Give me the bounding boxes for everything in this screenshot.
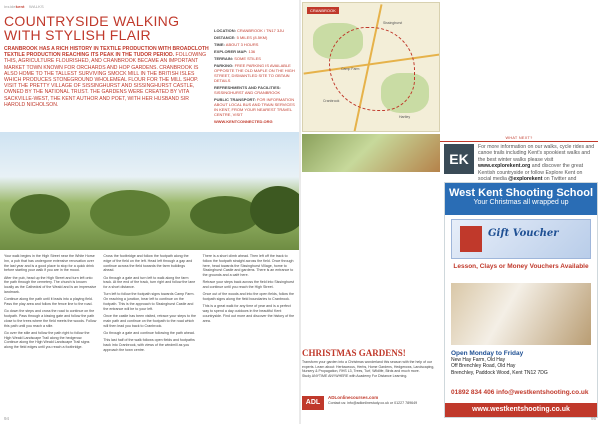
masthead bbox=[4, 4, 44, 9]
page-number-right: 95 bbox=[590, 416, 596, 421]
xmas-ad-title: CHRISTMAS GARDENS! bbox=[302, 348, 406, 358]
info-explorer-map: EXPLORER MAP: 136 bbox=[214, 49, 256, 54]
article-title: COUNTRYSIDE WALKING WITH STYLISH FLAIR bbox=[4, 13, 180, 43]
ad-lessons: Lesson, Clays or Money Vouchers Available bbox=[453, 263, 589, 270]
countryside-photo bbox=[302, 134, 440, 172]
paragraph: Go through a gate and turn left to walk along the farm track. At the end of the track, turn right and follow the lane for a short distance. bbox=[103, 275, 196, 290]
right-page bbox=[300, 0, 600, 424]
paragraph: There is a short climb ahead. Then left off the track to follow the footpath straight across the field. Once through here, head towards the Sissinghurst Village, home to Sissinghurst Castle and gardens. There is an entrance to the grounds and a café here. bbox=[202, 254, 294, 278]
explore-kent-link[interactable]: www.explorekent.org bbox=[478, 163, 531, 170]
paragraph: Once the castle has been visited, retrace your steps to the main path and continue on the footpath to the road which will then lead you back to Cranbrook. bbox=[103, 313, 197, 328]
map-badge: CRANBROOK bbox=[307, 7, 339, 14]
ad-title: West Kent Shooting School bbox=[448, 187, 593, 199]
body-column-1 bbox=[4, 254, 97, 355]
info-transport: PUBLIC TRANSPORT: FOR INFORMATION ABOUT LOCAL BUS AND TRAIN SERVICES IN KENT, FROM YOUR NEAREST TRAVEL CENTRE, VISIT bbox=[214, 97, 295, 117]
article-body bbox=[4, 254, 296, 355]
intro-lead: CRANBROOK HAS A RICH HISTORY IN TEXTILE PRODUCTION WITH BROADCLOTH TEXTILE PRODUCTION REACHING ITS PEAK IN THE TUDOR PERIOD. bbox=[4, 46, 209, 59]
adl-contact: ADLonlinecourses.com Contact us: info@adlonlinestudy.co.uk or 01227 789649 bbox=[328, 396, 440, 405]
paragraph: Continue along the path until it leads into a playing field. Pass the play area and follow the fence line to the road. bbox=[4, 297, 93, 306]
adl-logo: ADL bbox=[302, 396, 324, 410]
info-refreshments: REFRESHMENTS AND FACILITIES: SISSINGHURST AND CRANBROOK bbox=[214, 85, 281, 95]
body-column-3 bbox=[203, 254, 296, 355]
ad-phone[interactable]: 01892 834 406 info@westkentshooting.co.uk bbox=[451, 389, 589, 396]
map-label: Camp Farm bbox=[341, 67, 360, 71]
tree-shape bbox=[190, 196, 260, 234]
paragraph: Cross the footbridge and follow the footpath along the edge of the field on the left. Head left through a gap and continue across the field towards the farm buildings ahead. bbox=[103, 254, 193, 273]
tree-shape bbox=[250, 186, 300, 234]
info-time: TIME: ABOUT 3 HOURS bbox=[214, 42, 259, 47]
article-intro bbox=[4, 46, 210, 108]
adl-website[interactable]: ADLonlinecourses.com bbox=[328, 395, 379, 400]
map-label: Sissinghurst bbox=[383, 21, 403, 25]
ad-website[interactable]: www.westkentshooting.co.uk bbox=[445, 403, 597, 417]
paragraph: This last half of the walk follows open fields and footpaths back into Cranbrook, with views of the windmill as you approach the town centre. bbox=[103, 337, 195, 352]
page-number-left: 94 bbox=[4, 416, 10, 421]
ad-header bbox=[445, 183, 597, 215]
info-url[interactable]: WWW.KENTCONNECTED.ORG bbox=[214, 119, 273, 124]
info-parking: PARKING: FREE PARKING IS AVAILABLE OPPOSITE THE OLD MAPLE ON THE HIGH STREET, DISMANTLED SITE TO OBTAIN DETAILS bbox=[214, 63, 295, 83]
xmas-ad-text: Transform your garden into a Christmas wonderland this season with the help of our experts. Learn about: Herbaceous, Herbs, Home Gardens, Hedgerows, Landscaping, Nursery & Propagation, RHS L3, Trees, Turf, Wildlife, Birds and much more. Study ANYTIME ANYWHERE with Academy For Distance Learning. bbox=[302, 360, 435, 378]
walk-infobox bbox=[214, 28, 298, 126]
tree-shape bbox=[10, 194, 70, 234]
gift-voucher-graphic bbox=[451, 219, 591, 259]
shooting-school-ad bbox=[444, 182, 598, 418]
gift-voucher-label: Gift Voucher bbox=[488, 228, 559, 239]
paragraph: Turn left to follow the footpath signs towards Camp Farm. On reaching a junction, bear left to continue on the footpath. This is the approach to Sissinghurst Castle and the entrance will be to your left. bbox=[103, 292, 195, 311]
paragraph: This is a great walk for any time of year and is a perfect way to spend a day outdoors in the beautiful Kent countryside. Find out more and discover the history of the area. bbox=[202, 304, 295, 323]
gift-ribbon-icon bbox=[460, 226, 482, 252]
paragraph: Once out of the woods and into the open fields, follow the footpath signs along the field boundaries to Cranbrook. bbox=[202, 292, 294, 302]
paragraph: Retrace your steps back across the field into Sissinghurst and continue until you reach the High Street. bbox=[202, 280, 294, 290]
paragraph: Your walk begins in the High Street near the White Horse Inn, a pub that has undergone extensive renovation over the last year and is a good place to stop for a quick drink before starting your walk if you are in the mood. bbox=[4, 254, 95, 273]
what-next-label: WHAT NEXT? bbox=[440, 136, 598, 142]
paragraph: Go over the stile and follow the path right to follow the High Weald Landscape Trail along the hedgerow. Continue along the High Weald Landscape Trail signs along the field edges until you reach a footbridge. bbox=[4, 330, 90, 350]
info-distance: DISTANCE: 5 MILES (8.5KM) bbox=[214, 35, 268, 40]
masthead-section: WALKS bbox=[29, 4, 44, 9]
explore-kent-handle[interactable]: @explorekent bbox=[508, 176, 543, 183]
ad-subtitle: Your Christmas all wrapped up bbox=[473, 199, 569, 206]
paragraph: Go down the steps and cross the road to continue on the footpath. Pass through a kissing gate and follow the path close to the trees where the field meets the woods. Follow this path until you reach a stile. bbox=[4, 309, 97, 328]
tree-shape bbox=[90, 190, 170, 236]
ad-opening-info: Open Monday to Friday New Hay Farm, Old Hay Off Brenchley Road, Old Hay Brenchley, Paddock Wood, Kent TN12 7DG bbox=[451, 350, 548, 376]
intro-rest: FOLLOWING THIS, AGRICULTURE FLOURISHED, AND CRANBROOK BECAME AN IMPORTANT MARKET TOWN KNOWN FOR ORCHARDS AND HOP GARDENS. CRANBROOK IS ALSO HOME TO THE TALLEST SURVIVING SMOCK MILL IN THE BRITISH ISLES WHICH PRODUCES STONEGROUND WHOLEMEAL FLOUR FOR THE MILL SHOP. VISIT THE PRETTY VILLAGE OF SISSINGHURST AND SISSINGHURST CASTLE, OWNED BY THE NATIONAL TRUST. THE GARDENS WERE CREATED BY VITA SACKVILLE-WEST, THE KENT AUTHOR AND POET, WITH HER HUSBAND SIR HAROLD NICHOLSON. bbox=[4, 52, 207, 108]
info-location: LOCATION: CRANBROOK / TN17 3JU bbox=[214, 28, 285, 33]
info-terrain: TERRAIN: SOME STILES bbox=[214, 56, 261, 61]
hero-photo bbox=[0, 132, 300, 250]
masthead-brand: inside bbox=[4, 4, 16, 9]
route-map bbox=[302, 2, 440, 132]
map-label: Hartley bbox=[399, 115, 411, 119]
what-next-text: For more information on our walks, cycle rides and canoe trails including Kent's spookiest walks and the best winter walks please visit www.explorekent.org and discover the great Kentish countryside or follow Explore Kent on social media @explorekent on Twitter and bbox=[478, 144, 595, 183]
masthead-brand-accent: kent bbox=[15, 4, 25, 9]
body-column-2 bbox=[103, 254, 196, 355]
paragraph: Go through a gate and continue following the path ahead. bbox=[103, 330, 195, 335]
ad-gifts-photo bbox=[451, 283, 591, 345]
paragraph: After the pub, head up the High Street and turn left onto the path through the cemetery. The church is known locally as the Cathedral of the Weald and is an impressive landmark. bbox=[4, 275, 97, 294]
explore-kent-logo: EK bbox=[444, 144, 474, 174]
map-label: Cranbrook bbox=[323, 99, 340, 103]
